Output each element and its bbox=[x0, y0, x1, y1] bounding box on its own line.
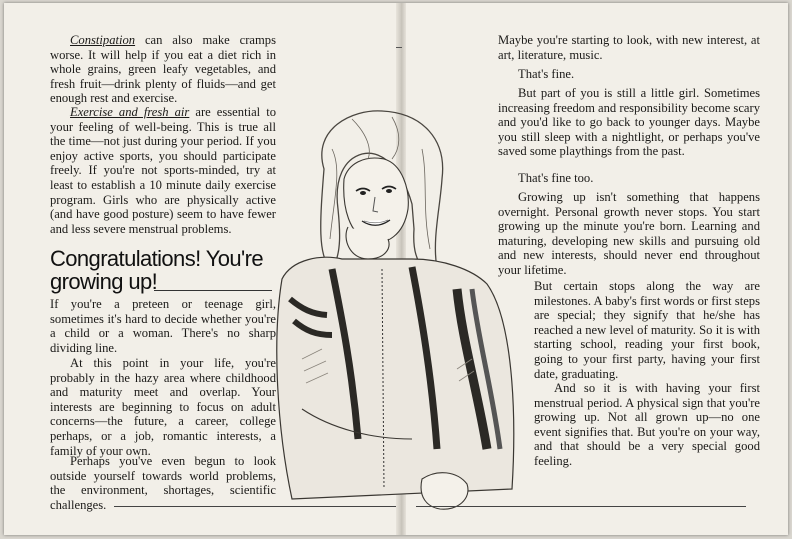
term-constipation: Constipation bbox=[70, 33, 136, 47]
crop-mark bbox=[396, 47, 402, 48]
term-exercise: Exercise and fresh air bbox=[70, 105, 190, 119]
left-paragraph-constipation bbox=[50, 33, 276, 106]
right-paragraph-little-girl: But part of you is still a little girl. Sometimes increasing freedom and responsibility become scary and you'd like to go back to younger days. Maybe you still sleep with a nightlight, or perhaps you've saved some playthings from the past. bbox=[498, 86, 760, 159]
left-paragraph-preteen: If you're a preteen or teenage girl, sometimes it's hard to decide whether you're a child or a woman. There's no sharp dividing line. bbox=[50, 297, 276, 355]
right-paragraph-milestones: But certain stops along the way are milestones. A baby's first words or first steps are special; they signify that he/she has reached a new level of maturity. So it is with starting school, reading your first book, going to your first party, having your first date, graduating. bbox=[534, 279, 760, 381]
left-paragraph-exercise-text: are essential to your feeling of well-being. This is true all the time—not just during your period. If you enjoy active sports, you should participate freely. If you're not sports-minded, try at least to establish a 10 minute daily exercise program. Girls who are physically active (and have good posture) seem to have fewer and less severe menstrual problems. bbox=[50, 105, 276, 236]
left-paragraph-world-problems: Perhaps you've even begun to look outside yourself towards world problems, the environment, shortages, scientific challenges. bbox=[50, 454, 276, 512]
right-paragraph-thats-fine: That's fine. bbox=[518, 67, 575, 81]
left-paragraph-constipation-text: can also make cramps worse. It will help if you eat a diet rich in whole grains, green leafy vegetables, and fresh fruit—drink plenty of fluids—and get enough rest and exercise. bbox=[50, 33, 276, 106]
girl-portrait-sketch-icon bbox=[272, 109, 522, 519]
right-paragraph-art: Maybe you're starting to look, with new interest, at art, literature, music. bbox=[498, 33, 760, 62]
heading-rule bbox=[154, 290, 272, 291]
right-bottom-rule bbox=[416, 506, 746, 507]
left-paragraph-hazy-area: At this point in your life, you're probably in the hazy area where childhood and maturity meet and overlap. Your interests are beginning to focus on adult concerns—the future, a career, college perhaps, or a job, romantic interests, a family of your own. bbox=[50, 356, 276, 458]
left-paragraph-exercise bbox=[50, 105, 276, 236]
right-paragraph-first-period: And so it is with having your first menstrual period. A physical sign that you're growing up. Not all grown up—no one event signifies that. But you're on your way, and that should be a very special good feeling. bbox=[534, 381, 760, 468]
right-paragraph-growing-up: Growing up isn't something that happens overnight. Personal growth never stops. You start growing up the minute you're born. Learning and maturing, developing new skills and pursuing old and new interests, should never end throughout your lifetime. bbox=[498, 190, 760, 277]
right-paragraph-thats-fine-too: That's fine too. bbox=[518, 171, 594, 185]
booklet-spread bbox=[4, 3, 788, 535]
section-heading: Congratulations! You're growing up! bbox=[50, 246, 264, 294]
